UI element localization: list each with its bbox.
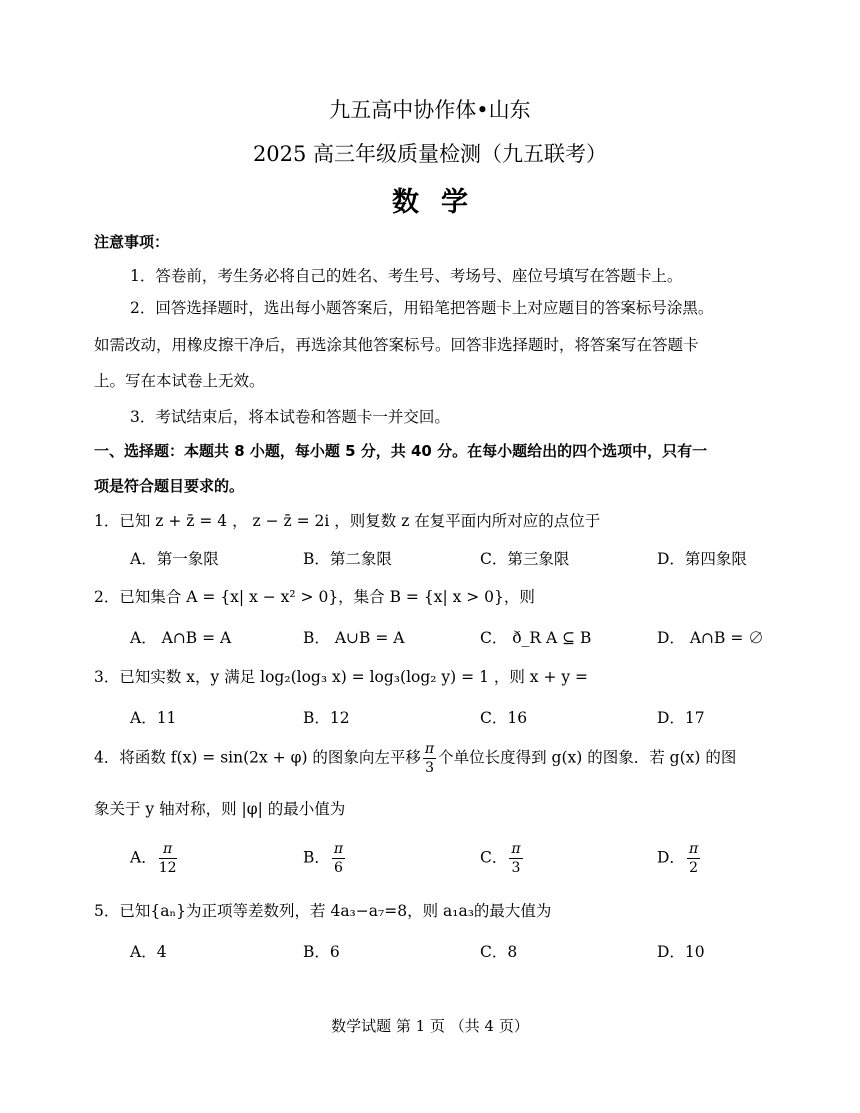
option-fraction — [159, 842, 177, 875]
question-4-option-d — [657, 842, 702, 875]
question-5-option-d: D．10 — [657, 943, 705, 961]
question-4-option-a — [130, 842, 179, 875]
question-3-option-d: D．17 — [657, 709, 705, 727]
question-5-option-c: C．8 — [480, 943, 518, 961]
question-3-stem: 3．已知实数 x，y 满足 log₂(log₃ x) = log₃(log₂ y) = 1 ，则 x + y = — [94, 668, 589, 686]
note-item-1: 1．答卷前，考生务必将自己的姓名、考生号、考场号、座位号填写在答题卡上。 — [130, 267, 683, 285]
note-item-3: 3．考试结束后，将本试卷和答题卡一并交回。 — [130, 408, 450, 426]
question-5-stem: 5．已知{aₙ}为正项等差数列，若 4a₃−a₇=8，则 a₁a₃的最大值为 — [94, 902, 552, 920]
question-3-option-a: A．11 — [130, 709, 177, 727]
question-1-option-c: C．第三象限 — [480, 550, 570, 568]
question-3-option-c: C．16 — [480, 709, 528, 727]
option-label: B． — [303, 848, 330, 867]
option-fraction — [509, 842, 522, 875]
note-item-2-line3: 上。写在本试卷上无效。 — [94, 372, 265, 390]
fraction-numerator: π — [511, 841, 521, 857]
note-item-2-line1: 2．回答选择题时，选出每小题答案后，用铅笔把答题卡上对应题目的答案标号涂黑。 — [130, 299, 714, 317]
notes-heading: 注意事项： — [94, 233, 170, 251]
fraction-numerator: π — [688, 841, 699, 857]
fraction-numerator: π — [424, 741, 435, 757]
question-2-option-c: C． ð_R A ⊆ B — [480, 629, 592, 647]
option-label: C． — [480, 848, 508, 867]
question-1-option-d: D．第四象限 — [657, 550, 747, 568]
question-2-option-d: D． A∩B = ∅ — [657, 629, 764, 647]
question-2-option-a: A． A∩B = A — [130, 629, 232, 647]
fraction-denominator: 2 — [689, 860, 698, 876]
question-1-stem: 1．已知 z + z̄ = 4 ， z − z̄ = 2i ，则复数 z 在复平面内所对应的点位于 — [94, 512, 601, 530]
section-heading-line1: 一、选择题：本题共 8 小题，每小题 5 分，共 40 分。在每小题给出的四个选项中，只有一 — [94, 442, 708, 460]
option-fraction — [687, 842, 700, 875]
question-2-stem: 2．已知集合 A = {x| x − x² > 0}，集合 B = {x| x > 0}，则 — [94, 588, 535, 606]
fraction-denominator: 3 — [425, 760, 434, 776]
pi-over-3-fraction — [423, 742, 436, 775]
option-label: A． — [130, 848, 157, 867]
fraction-numerator: π — [333, 841, 344, 857]
exam-header-line1: 九五高中协作体•山东 — [329, 98, 531, 122]
exam-header-line2: 2025 高三年级质量检测（九五联考） — [252, 142, 608, 166]
question-1-option-a: A．第一象限 — [130, 550, 219, 568]
note-item-2-line2: 如需改动，用橡皮擦干净后，再选涂其他答案标号。回答非选择题时，将答案写在答题卡 — [94, 336, 699, 354]
question-4-stem-line2: 象关于 y 轴对称，则 |φ| 的最小值为 — [94, 800, 346, 818]
question-4-option-b — [303, 842, 347, 875]
question-5-option-b: B．6 — [303, 943, 340, 961]
page-footer: 数学试题 第 1 页 （共 4 页） — [331, 1017, 529, 1035]
fraction-denominator: 12 — [158, 860, 177, 876]
option-label: D． — [657, 848, 685, 867]
question-5-option-a: A．4 — [130, 943, 167, 961]
fraction-numerator: π — [159, 842, 177, 859]
question-2-option-b: B． A∪B = A — [303, 629, 405, 647]
question-4-stem-part1: 4．将函数 f(x) = sin(2x + φ) 的图象向左平移 — [94, 748, 421, 767]
section-heading-line2: 项是符合题目要求的。 — [94, 477, 245, 495]
question-1-option-b: B．第二象限 — [303, 550, 392, 568]
question-4-option-c — [480, 842, 525, 875]
fraction-denominator: 6 — [334, 860, 343, 876]
question-3-option-b: B．12 — [303, 709, 350, 727]
option-fraction — [332, 842, 345, 875]
fraction-denominator: 3 — [511, 860, 521, 876]
question-4-stem-part2: 个单位长度得到 g(x) 的图象．若 g(x) 的图 — [438, 748, 737, 767]
subject-title: 数学 — [392, 187, 490, 218]
question-4-stem-line1 — [94, 742, 736, 775]
